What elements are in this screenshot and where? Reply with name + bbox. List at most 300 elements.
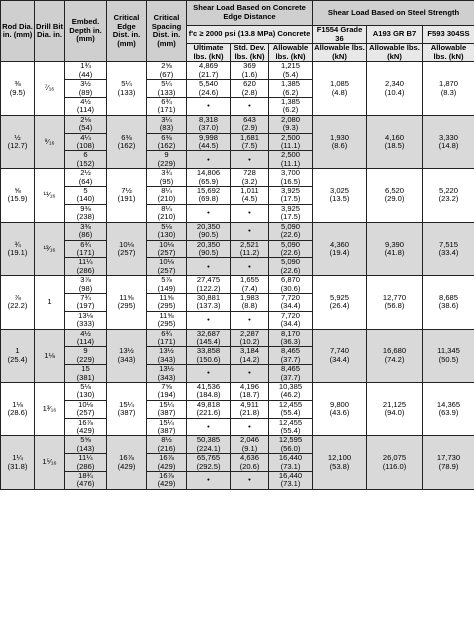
- rod-group: [1, 276, 474, 329]
- allowable-concrete-cell: [269, 472, 313, 490]
- std-dev-cell: [231, 311, 269, 329]
- spacing-dist-cell-metric: (429): [157, 461, 176, 471]
- embed-depth-cell: [65, 151, 107, 169]
- embed-depth-cell-value: 11¼: [78, 257, 93, 267]
- allowable-concrete-cell-value: 1,215: [280, 61, 300, 71]
- allowable-concrete-cell: [269, 329, 313, 347]
- allowable-concrete-cell-value: 8,465: [280, 346, 300, 356]
- allowable-concrete-cell-metric: (73.1): [280, 461, 301, 471]
- allowable-concrete-cell-value: 2,080: [280, 115, 300, 124]
- rod-group: [1, 169, 474, 222]
- std-dev-cell-value: 4,911: [240, 400, 259, 409]
- embed-depth-cell: [65, 418, 107, 436]
- allowable-concrete-cell-metric: (22.6): [280, 247, 301, 257]
- std-dev-cell-value: 1,983: [239, 293, 259, 302]
- spacing-dist-cell-value: 16⅞: [159, 453, 174, 463]
- allowable-concrete-cell: [269, 62, 313, 80]
- edge-dist-cell-value: 5¼: [121, 79, 132, 89]
- spacing-dist-cell: [147, 347, 187, 365]
- ultimate-cell: [187, 98, 231, 116]
- spacing-dist-cell-metric: (171): [157, 336, 176, 346]
- rod-dia-cell: [1, 276, 35, 329]
- std-dev-cell-value: 1,011: [240, 186, 259, 196]
- std-dev-cell: [231, 204, 269, 222]
- allowable-concrete-cell: [269, 293, 313, 311]
- ultimate-cell: [187, 365, 231, 383]
- header-drill-dia: Drill Bit Dia. in.: [35, 1, 65, 62]
- spacing-dist-cell-value: 7⅝: [161, 382, 172, 391]
- edge-dist-cell-metric: (343): [117, 354, 136, 364]
- table-row: [1, 329, 474, 347]
- ultimate-cell: [187, 383, 231, 401]
- ultimate-cell-metric: (184.8): [196, 390, 221, 400]
- allowable-f593-cell-metric: (23.2): [438, 194, 459, 204]
- std-dev-cell-metric: (10.2): [239, 336, 260, 346]
- spacing-dist-cell: [147, 454, 187, 472]
- ultimate-cell-value: 27,475: [196, 275, 221, 285]
- ultimate-cell-value: •: [207, 154, 210, 164]
- ultimate-cell: [187, 62, 231, 80]
- std-dev-cell: [231, 293, 269, 311]
- allowable-concrete-cell-metric: (37.7): [280, 372, 301, 382]
- embed-depth-cell-metric: (197): [76, 301, 95, 311]
- embed-depth-cell-value: 5⅛: [80, 382, 91, 391]
- edge-dist-cell-value: 10⅛: [119, 239, 134, 249]
- embed-depth-cell-metric: (286): [76, 461, 95, 471]
- std-dev-cell: [231, 151, 269, 169]
- embed-depth-cell: [65, 98, 107, 116]
- embed-depth-cell: [65, 311, 107, 329]
- drill-dia-cell: ¹¹⁄₁₆: [35, 169, 65, 222]
- allowable-concrete-cell: [269, 418, 313, 436]
- spacing-dist-cell-value: 6¾: [161, 97, 172, 106]
- allowable-f1554-cell: [313, 169, 367, 222]
- std-dev-cell-metric: (7.4): [241, 283, 258, 293]
- allowable-f1554-cell: [313, 329, 367, 382]
- spacing-dist-cell-metric: (257): [157, 265, 176, 275]
- embed-depth-cell-metric: (140): [76, 194, 95, 204]
- header-spacing-dist: Critical Spacing Dist. in. (mm): [147, 1, 187, 62]
- spacing-dist-cell-metric: (216): [157, 443, 176, 453]
- allowable-f1554-cell-metric: (43.6): [329, 408, 350, 418]
- embed-depth-cell-metric: (64): [78, 176, 93, 186]
- allowable-f593-cell-metric: (33.4): [438, 247, 459, 257]
- embed-depth-cell-metric: (114): [76, 336, 95, 346]
- embed-depth-cell-metric: (54): [78, 123, 93, 133]
- spacing-dist-cell-metric: (133): [157, 87, 176, 97]
- spacing-dist-cell: [147, 151, 187, 169]
- allowable-a193-cell-metric: (116.0): [382, 461, 407, 471]
- ultimate-cell-value: 14,806: [196, 168, 221, 178]
- allowable-concrete-cell: [269, 365, 313, 383]
- allowable-concrete-cell-value: 2,500: [280, 133, 300, 142]
- embed-depth-cell-metric: (114): [76, 105, 95, 115]
- rod-dia-cell: [1, 436, 35, 489]
- spacing-dist-cell-value: 15¼: [159, 418, 174, 427]
- allowable-f1554-cell-metric: (34.4): [329, 354, 350, 364]
- spacing-dist-cell: [147, 204, 187, 222]
- embed-depth-cell-value: 7¾: [80, 293, 91, 302]
- embed-depth-cell-metric: (257): [76, 408, 95, 418]
- rod-dia-cell-value: ½: [14, 132, 21, 142]
- header-concrete-strength: f'c ≥ 2000 psi (13.8 MPa) Concrete: [187, 26, 313, 44]
- allowable-f1554-cell-metric: (26.4): [329, 301, 350, 311]
- allowable-concrete-cell-metric: (55.4): [280, 426, 301, 436]
- header-steel-group: Shear Load Based on Steel Strength: [313, 1, 474, 26]
- ultimate-cell-value: 30,881: [196, 293, 221, 302]
- allowable-f593-cell-value: 3,330: [439, 132, 459, 142]
- std-dev-cell-metric: (2.9): [241, 123, 258, 133]
- allowable-f1554-cell-value: 9,800: [329, 399, 349, 409]
- std-dev-cell: [231, 383, 269, 401]
- embed-depth-cell-value: 5⅝: [80, 435, 91, 445]
- embed-depth-cell-metric: (381): [76, 372, 95, 382]
- std-dev-cell: [231, 472, 269, 490]
- std-dev-cell-metric: (8.8): [241, 301, 258, 311]
- ultimate-cell-value: •: [207, 314, 210, 324]
- embed-depth-cell-metric: (152): [76, 158, 95, 168]
- std-dev-cell-value: 2,521: [239, 240, 259, 249]
- spacing-dist-cell-metric: (343): [157, 354, 176, 364]
- ultimate-cell-metric: (150.6): [196, 354, 221, 364]
- allowable-f1554-cell-value: 4,360: [329, 239, 349, 249]
- embed-depth-cell-metric: (286): [76, 265, 95, 275]
- allowable-a193-cell: [367, 436, 423, 489]
- ultimate-cell-value: 41,536: [196, 382, 221, 391]
- ultimate-cell-metric: (37.0): [198, 123, 219, 133]
- allowable-concrete-cell-value: 16,440: [278, 453, 303, 463]
- allowable-concrete-cell-metric: (30.6): [280, 283, 301, 293]
- spacing-dist-cell: [147, 293, 187, 311]
- allowable-concrete-cell-metric: (55.4): [280, 408, 301, 418]
- spacing-dist-cell-value: 15¼: [159, 400, 174, 409]
- edge-dist-cell-value: 16⅞: [119, 453, 134, 463]
- std-dev-cell-value: •: [248, 314, 251, 324]
- allowable-a193-cell-metric: (56.8): [384, 301, 405, 311]
- std-dev-cell-value: 2,046: [239, 435, 259, 445]
- allowable-a193-cell: [367, 169, 423, 222]
- embed-depth-cell-metric: (171): [76, 247, 95, 257]
- ultimate-cell: [187, 80, 231, 98]
- std-dev-cell-value: 3,184: [239, 346, 259, 356]
- allowable-f593-cell: [423, 329, 474, 382]
- embed-depth-cell-metric: (238): [76, 212, 95, 222]
- allowable-concrete-cell: [269, 80, 313, 98]
- ultimate-cell-value: 15,692: [196, 186, 221, 196]
- allowable-f1554-cell-metric: (8.6): [331, 141, 348, 151]
- allowable-concrete-cell-metric: (16.5): [280, 176, 301, 186]
- edge-dist-cell-metric: (387): [117, 408, 136, 418]
- spacing-dist-cell: [147, 472, 187, 490]
- ultimate-cell-metric: (90.5): [198, 230, 219, 240]
- spacing-dist-cell: [147, 329, 187, 347]
- spacing-dist-cell-metric: (130): [157, 230, 176, 240]
- std-dev-cell-value: 643: [243, 115, 256, 124]
- embed-depth-cell-metric: (229): [76, 354, 95, 364]
- allowable-f1554-cell: [313, 222, 367, 275]
- std-dev-cell: [231, 347, 269, 365]
- ultimate-cell-metric: (221.6): [196, 408, 221, 418]
- rod-dia-cell: [1, 62, 35, 115]
- std-dev-cell-value: •: [248, 208, 251, 218]
- ultimate-cell-value: 8,318: [198, 115, 218, 124]
- spacing-dist-cell-metric: (387): [157, 408, 176, 418]
- std-dev-cell-value: 4,636: [239, 453, 259, 463]
- spacing-dist-cell-metric: (171): [157, 105, 176, 115]
- spacing-dist-cell-value: 2⅝: [161, 61, 172, 71]
- rod-dia-cell-value: ⅝: [14, 186, 21, 196]
- spacing-dist-cell-metric: (194): [157, 390, 176, 400]
- allowable-f593-cell: [423, 383, 474, 436]
- std-dev-cell-metric: (21.8): [239, 408, 260, 418]
- ultimate-cell-metric: (90.5): [198, 247, 219, 257]
- embed-depth-cell: [65, 472, 107, 490]
- spacing-dist-cell: [147, 436, 187, 454]
- edge-dist-cell-metric: (295): [117, 301, 136, 311]
- allowable-concrete-cell: [269, 347, 313, 365]
- ultimate-cell: [187, 329, 231, 347]
- embed-depth-cell-value: 15: [81, 364, 90, 374]
- ultimate-cell-value: 4,869: [198, 61, 218, 71]
- spacing-dist-cell: [147, 383, 187, 401]
- allowable-f593-cell: [423, 115, 474, 168]
- rod-dia-cell: [1, 169, 35, 222]
- drill-dia-cell: 1⁵⁄₁₆: [35, 436, 65, 489]
- embed-depth-cell: [65, 347, 107, 365]
- embed-depth-cell-value: 4¼: [80, 133, 91, 142]
- allowable-concrete-cell-value: 3,925: [280, 204, 300, 213]
- embed-depth-cell-metric: (333): [76, 319, 95, 329]
- embed-depth-cell-value: 11¼: [78, 453, 93, 463]
- rod-dia-cell-value: 1⅛: [12, 399, 23, 409]
- spacing-dist-cell-value: 11⅝: [159, 293, 174, 302]
- allowable-a193-cell-value: 4,160: [384, 132, 404, 142]
- std-dev-cell-value: 620: [243, 79, 256, 89]
- std-dev-cell-metric: (2.8): [241, 87, 258, 97]
- allowable-concrete-cell-value: 1,385: [280, 97, 300, 106]
- allowable-a193-cell-value: 6,520: [384, 186, 404, 196]
- table-row: [1, 115, 474, 133]
- rod-dia-cell-value: ¾: [14, 239, 21, 249]
- edge-dist-cell-value: 13½: [119, 346, 134, 356]
- std-dev-cell-metric: (11.2): [239, 247, 260, 257]
- std-dev-cell-value: •: [248, 368, 251, 378]
- allowable-concrete-cell-value: 5,090: [280, 222, 300, 231]
- table-row: [1, 169, 474, 187]
- edge-dist-cell-metric: (257): [117, 247, 136, 257]
- table-header: [1, 1, 474, 62]
- spacing-dist-cell: [147, 365, 187, 383]
- ultimate-cell: [187, 400, 231, 418]
- table-row: [1, 276, 474, 294]
- edge-dist-cell: [107, 169, 147, 222]
- header-a193: A193 GR B7: [367, 26, 423, 44]
- embed-depth-cell-metric: (476): [76, 479, 95, 489]
- allowable-concrete-cell-metric: (56.0): [280, 443, 301, 453]
- allowable-a193-cell-metric: (41.8): [384, 247, 405, 257]
- std-dev-cell-metric: (3.2): [241, 176, 258, 186]
- std-dev-cell: [231, 454, 269, 472]
- rod-dia-cell: [1, 383, 35, 436]
- std-dev-cell-value: •: [248, 101, 251, 111]
- ultimate-cell-metric: (145.4): [196, 336, 221, 346]
- embed-depth-cell-value: 16⅞: [78, 418, 93, 427]
- allowable-concrete-cell: [269, 222, 313, 240]
- spacing-dist-cell-value: 13½: [159, 346, 174, 356]
- ultimate-cell-value: 9,998: [198, 133, 218, 142]
- embed-depth-cell: [65, 329, 107, 347]
- allowable-concrete-cell: [269, 169, 313, 187]
- spacing-dist-cell: [147, 80, 187, 98]
- allowable-a193-cell-metric: (74.2): [384, 354, 405, 364]
- header-allow-f1554: Allowable lbs. (kN): [314, 43, 365, 61]
- std-dev-cell: [231, 436, 269, 454]
- edge-dist-cell: [107, 329, 147, 382]
- header-f593: F593 304SS: [423, 26, 474, 44]
- allowable-a193-cell: [367, 329, 423, 382]
- allowable-concrete-cell-value: 8,170: [280, 329, 300, 338]
- ultimate-cell-metric: (224.1): [196, 443, 221, 453]
- ultimate-cell: [187, 454, 231, 472]
- allowable-f593-cell-metric: (50.5): [438, 354, 459, 364]
- std-dev-cell: [231, 133, 269, 151]
- allowable-concrete-cell-metric: (34.4): [280, 301, 301, 311]
- allowable-a193-cell: [367, 383, 423, 436]
- allowable-f1554-cell-metric: (4.8): [331, 87, 348, 97]
- allowable-f1554-cell: [313, 115, 367, 168]
- allowable-concrete-cell-metric: (37.7): [280, 354, 301, 364]
- allowable-a193-cell: [367, 222, 423, 275]
- embed-depth-cell: [65, 169, 107, 187]
- std-dev-cell: [231, 365, 269, 383]
- drill-dia-cell: ⁷⁄₁₆: [35, 62, 65, 115]
- allowable-f593-cell: [423, 436, 474, 489]
- allowable-f1554-cell-value: 12,100: [327, 453, 352, 463]
- rod-group: [1, 383, 474, 436]
- spacing-dist-cell-metric: (295): [157, 301, 176, 311]
- rod-dia-cell-value: 1¼: [12, 453, 23, 463]
- ultimate-cell-value: •: [207, 101, 210, 111]
- ultimate-cell-metric: (137.3): [196, 301, 221, 311]
- spacing-dist-cell-metric: (210): [157, 194, 176, 204]
- std-dev-cell-metric: (7.5): [241, 141, 258, 151]
- ultimate-cell-metric: (21.7): [198, 69, 219, 79]
- edge-dist-cell-metric: (133): [117, 87, 136, 97]
- embed-depth-cell: [65, 62, 107, 80]
- ultimate-cell: [187, 258, 231, 276]
- allowable-concrete-cell-metric: (6.2): [282, 105, 299, 115]
- allowable-concrete-cell-metric: (22.6): [280, 265, 301, 275]
- allowable-f593-cell-value: 8,685: [439, 292, 459, 302]
- allowable-concrete-cell: [269, 151, 313, 169]
- std-dev-cell-value: 369: [243, 61, 256, 71]
- ultimate-cell-metric: (292.5): [196, 461, 221, 471]
- ultimate-cell: [187, 240, 231, 258]
- ultimate-cell: [187, 115, 231, 133]
- allowable-concrete-cell-value: 12,455: [278, 418, 303, 427]
- header-std-dev: Std. Dev. lbs. (kN): [231, 44, 269, 62]
- spacing-dist-cell-metric: (387): [157, 426, 176, 436]
- allowable-concrete-cell-value: 8,465: [280, 364, 300, 374]
- allowable-concrete-cell-metric: (11.1): [280, 141, 301, 151]
- rod-dia-cell-metric: (22.2): [7, 301, 28, 311]
- ultimate-cell-metric: (69.8): [198, 194, 219, 204]
- ultimate-cell: [187, 276, 231, 294]
- std-dev-cell: [231, 80, 269, 98]
- ultimate-cell-value: 33,858: [196, 346, 221, 356]
- spacing-dist-cell-value: 9: [164, 150, 169, 160]
- embed-depth-cell: [65, 240, 107, 258]
- embed-depth-cell-value: 9: [83, 346, 88, 356]
- allowable-a193-cell-value: 9,390: [384, 239, 404, 249]
- spacing-dist-cell: [147, 418, 187, 436]
- allowable-concrete-cell-value: 1,385: [280, 79, 300, 89]
- spacing-dist-cell: [147, 98, 187, 116]
- std-dev-cell-value: 728: [243, 168, 256, 178]
- std-dev-cell-metric: (9.1): [241, 443, 258, 453]
- ultimate-cell-metric: (65.9): [198, 176, 219, 186]
- std-dev-cell-value: 1,681: [239, 133, 259, 142]
- std-dev-cell: [231, 169, 269, 187]
- embed-depth-cell: [65, 365, 107, 383]
- allowable-concrete-cell: [269, 187, 313, 205]
- ultimate-cell: [187, 222, 231, 240]
- rod-dia-cell-metric: (25.4): [7, 354, 28, 364]
- std-dev-cell: [231, 62, 269, 80]
- header-ultimate: Ultimate lbs. (kN): [187, 44, 231, 62]
- std-dev-cell-metric: (14.2): [239, 354, 260, 364]
- allowable-f1554-cell-value: 5,925: [329, 292, 349, 302]
- allowable-a193-cell-metric: (10.4): [384, 87, 405, 97]
- allowable-concrete-cell-metric: (9.3): [282, 123, 299, 133]
- std-dev-cell-metric: (1.6): [241, 69, 258, 79]
- allowable-a193-cell-value: 16,680: [382, 346, 407, 356]
- allowable-f1554-cell-metric: (19.4): [329, 247, 350, 257]
- allowable-f593-cell-metric: (78.9): [438, 461, 459, 471]
- spacing-dist-cell: [147, 258, 187, 276]
- embed-depth-cell: [65, 383, 107, 401]
- std-dev-cell-value: 2,287: [239, 329, 259, 338]
- drill-dia-cell: 1: [35, 276, 65, 329]
- table-row: [1, 383, 474, 401]
- ultimate-cell-metric: (44.5): [198, 141, 219, 151]
- allowable-concrete-cell-value: 5,090: [280, 257, 300, 267]
- std-dev-cell-value: •: [248, 421, 251, 431]
- spacing-dist-cell-metric: (162): [157, 141, 176, 151]
- embed-depth-cell: [65, 222, 107, 240]
- ultimate-cell: [187, 151, 231, 169]
- embed-depth-cell-value: 6¾: [80, 240, 91, 249]
- ultimate-cell-metric: (122.2): [196, 283, 221, 293]
- allowable-a193-cell-metric: (29.0): [384, 194, 405, 204]
- ultimate-cell-value: 32,687: [196, 329, 221, 338]
- rod-dia-cell-metric: (12.7): [7, 141, 28, 151]
- allowable-f593-cell-metric: (38.6): [438, 301, 459, 311]
- allowable-a193-cell: [367, 276, 423, 329]
- allowable-concrete-cell-metric: (17.5): [280, 212, 301, 222]
- spacing-dist-cell-metric: (149): [157, 283, 176, 293]
- allowable-concrete-cell: [269, 98, 313, 116]
- edge-dist-cell-value: 11⅝: [119, 292, 134, 302]
- spacing-dist-cell-metric: (295): [157, 319, 176, 329]
- allowable-a193-cell-value: 26,075: [382, 453, 407, 463]
- drill-dia-cell: ¹³⁄₁₆: [35, 222, 65, 275]
- allowable-concrete-cell: [269, 240, 313, 258]
- allowable-a193-cell-metric: (94.0): [384, 408, 405, 418]
- allowable-f593-cell: [423, 169, 474, 222]
- rod-dia-cell-value: ⅜: [14, 79, 21, 89]
- ultimate-cell-value: 65,765: [196, 453, 221, 463]
